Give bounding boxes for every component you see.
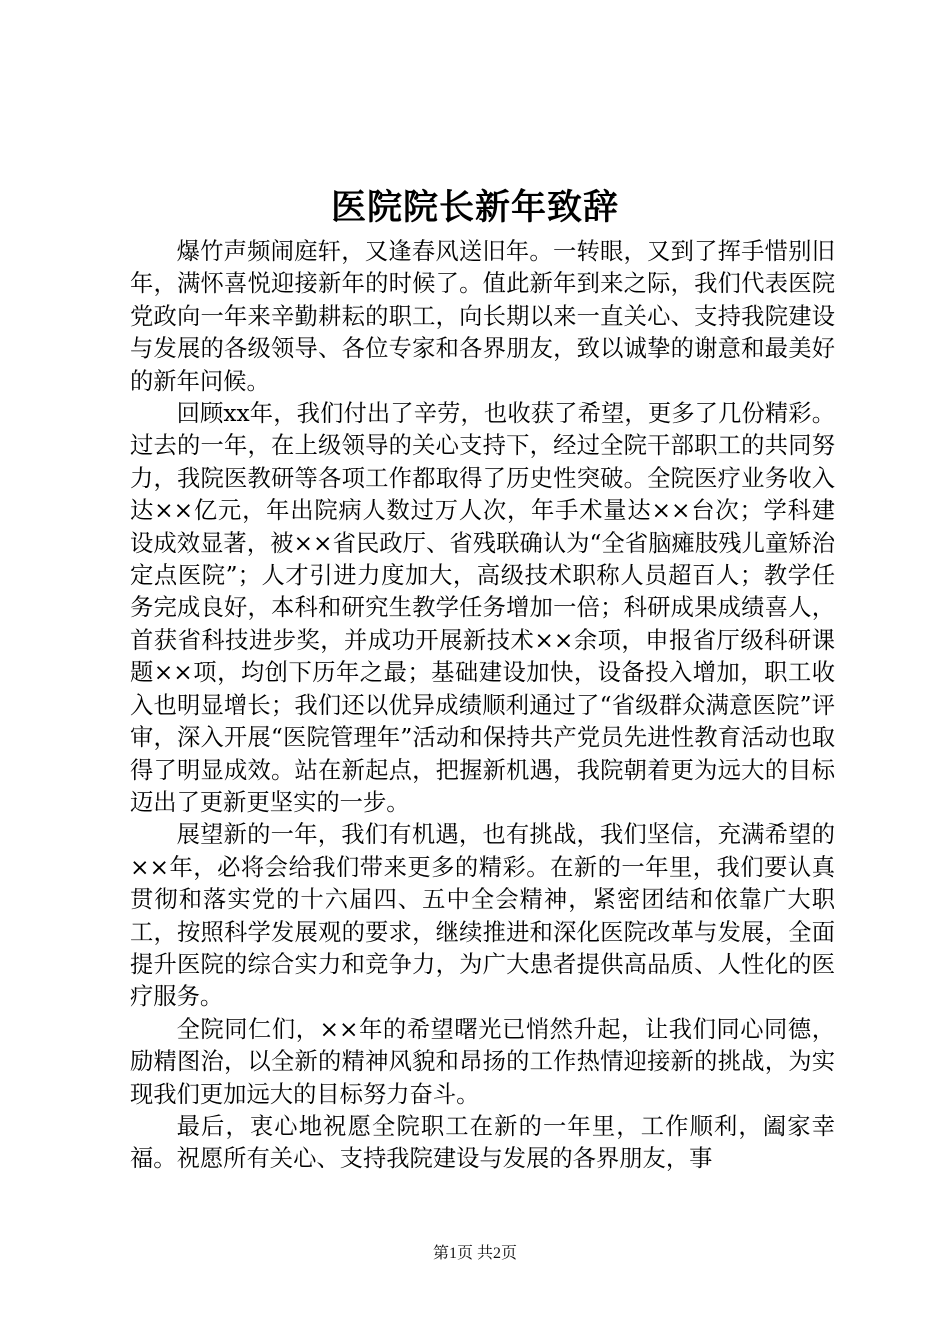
paragraph-review: 回顾xx年，我们付出了辛劳，也收获了希望，更多了几份精彩。过去的一年，在上级领导的关心支持下，经过全院干部职工的共同努力，我院医教研等各项工作都取得了历史性突破。全院医疗业务收入达××亿元，年出院病人数过万人次，年手术量达××台次；学科建设成效显著，被××省民政厅、省残联确认为“全省脑瘫肢残儿童矫治定点医院”；人才引进力度加大，高级技术职称人员超百人；教学任务完成良好，本科和研究生教学任务增加一倍；科研成果成绩喜人，首获省科技进步奖，并成功开展新技术××余项，申报省厅级科研课题××项，均创下历年之最；基础建设加快，设备投入增加，职工收入也明显增长；我们还以优异成绩顺利通过了“省级群众满意医院”评审，深入开展“医院管理年”活动和保持共产党员先进性教育活动也取得了明显成效。站在新起点，把握新机遇，我院朝着更为远大的目标迈出了更新更坚实的一步。 — [130, 400, 835, 816]
paragraph-closing: 最后，衷心地祝愿全院职工在新的一年里，工作顺利，阖家幸福。祝愿所有关心、支持我院建设与发展的各界朋友，事 — [130, 1112, 835, 1173]
paragraph-outlook: 展望新的一年，我们有机遇，也有挑战，我们坚信，充满希望的××年，必将会给我们带来更多的精彩。在新的一年里，我们要认真贯彻和落实党的十六届四、五中全会精神，紧密团结和依靠广大职工，按照科学发展观的要求，继续推进和深化医院改革与发展，全面提升医院的综合实力和竞争力，为广大患者提供高品质、人性化的医疗服务。 — [130, 821, 835, 1011]
page-footer: 第1页 共2页 — [432, 1245, 517, 1262]
document-body — [130, 236, 835, 1176]
paragraph-greeting: 爆竹声频闹庭轩，又逢春风送旧年。一转眼，又到了挥手惜别旧年，满怀喜悦迎接新年的时候了。值此新年到来之际，我们代表医院党政向一年来辛勤耕耘的职工，向长期以来一直关心、支持我院建设与发展的各级领导、各位专家和各界朋友，致以诚挚的谢意和最美好的新年问候。 — [130, 238, 835, 395]
document-title: 医院院长新年致辞 — [330, 187, 619, 228]
paragraph-call-to-action: 全院同仁们，××年的希望曙光已悄然升起，让我们同心同德，励精图治，以全新的精神风貌和昂扬的工作热情迎接新的挑战，为实现我们更加远大的目标努力奋斗。 — [130, 1015, 835, 1108]
